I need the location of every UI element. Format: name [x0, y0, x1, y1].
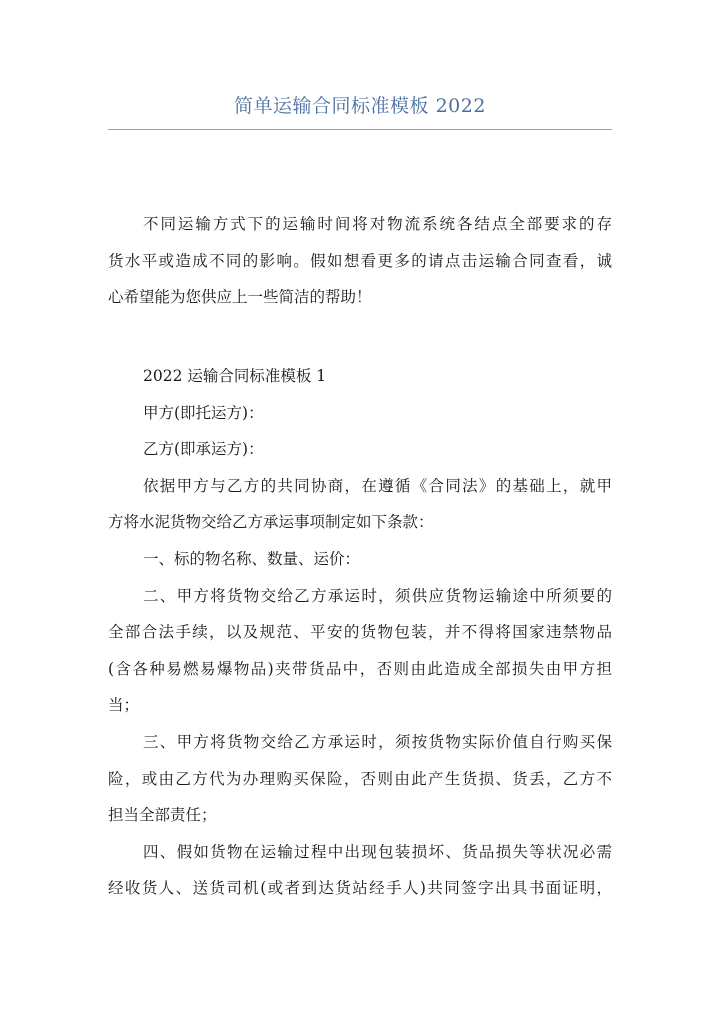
clause-4-line: 经收货人、送货司机(或者到达货站经手人)共同签字出具书面证明，: [108, 879, 612, 898]
clause-2-line: 二、甲方将货物交给乙方承运时，须供应货物运输途中所须要的: [143, 586, 612, 605]
document-title: 简单运输合同标准模板 2022: [234, 95, 486, 117]
party-b-line: 乙方(即承运方)：: [143, 440, 264, 459]
intro-line: 货水平或造成不同的影响。假如想看更多的请点击运输合同查看，诚: [108, 251, 612, 270]
intro-line: 心希望能为您供应上一些简洁的帮助！: [108, 288, 372, 307]
party-a-line: 甲方(即托运方)：: [143, 403, 264, 422]
clause-4-line: 四、假如货物在运输过程中出现包装损坏、货品损失等状况必需: [143, 842, 612, 861]
intro-paragraph: [108, 206, 612, 316]
clause-3-line: 担当全部责任；: [108, 806, 217, 825]
title-divider: [108, 129, 612, 130]
clause-1-line: 一、标的物名称、数量、运价：: [143, 549, 361, 568]
body-line: 依据甲方与乙方的共同协商，在遵循《合同法》的基础上，就甲: [143, 476, 612, 495]
clause-2-line: 当；: [108, 696, 140, 715]
body-line: 方将水泥货物交给乙方承运事项制定如下条款：: [108, 513, 434, 532]
intro-line: 不同运输方式下的运输时间将对物流系统各结点全部要求的存: [143, 215, 612, 233]
contract-body: [108, 358, 612, 907]
clause-3-line: 险，或由乙方代为办理购买保险，否则由此产生货损、货丢，乙方不: [108, 769, 612, 788]
clause-2-line: 全部合法手续，以及规范、平安的货物包装，并不得将国家违禁物品: [108, 623, 612, 642]
clause-2-line: (含各种易燃易爆物品)夹带货品中，否则由此造成全部损失由甲方担: [108, 659, 612, 678]
section-heading: 2022 运输合同标准模板 1: [143, 367, 327, 385]
clause-3-line: 三、甲方将货物交给乙方承运时，须按货物实际价值自行购买保: [143, 732, 612, 751]
